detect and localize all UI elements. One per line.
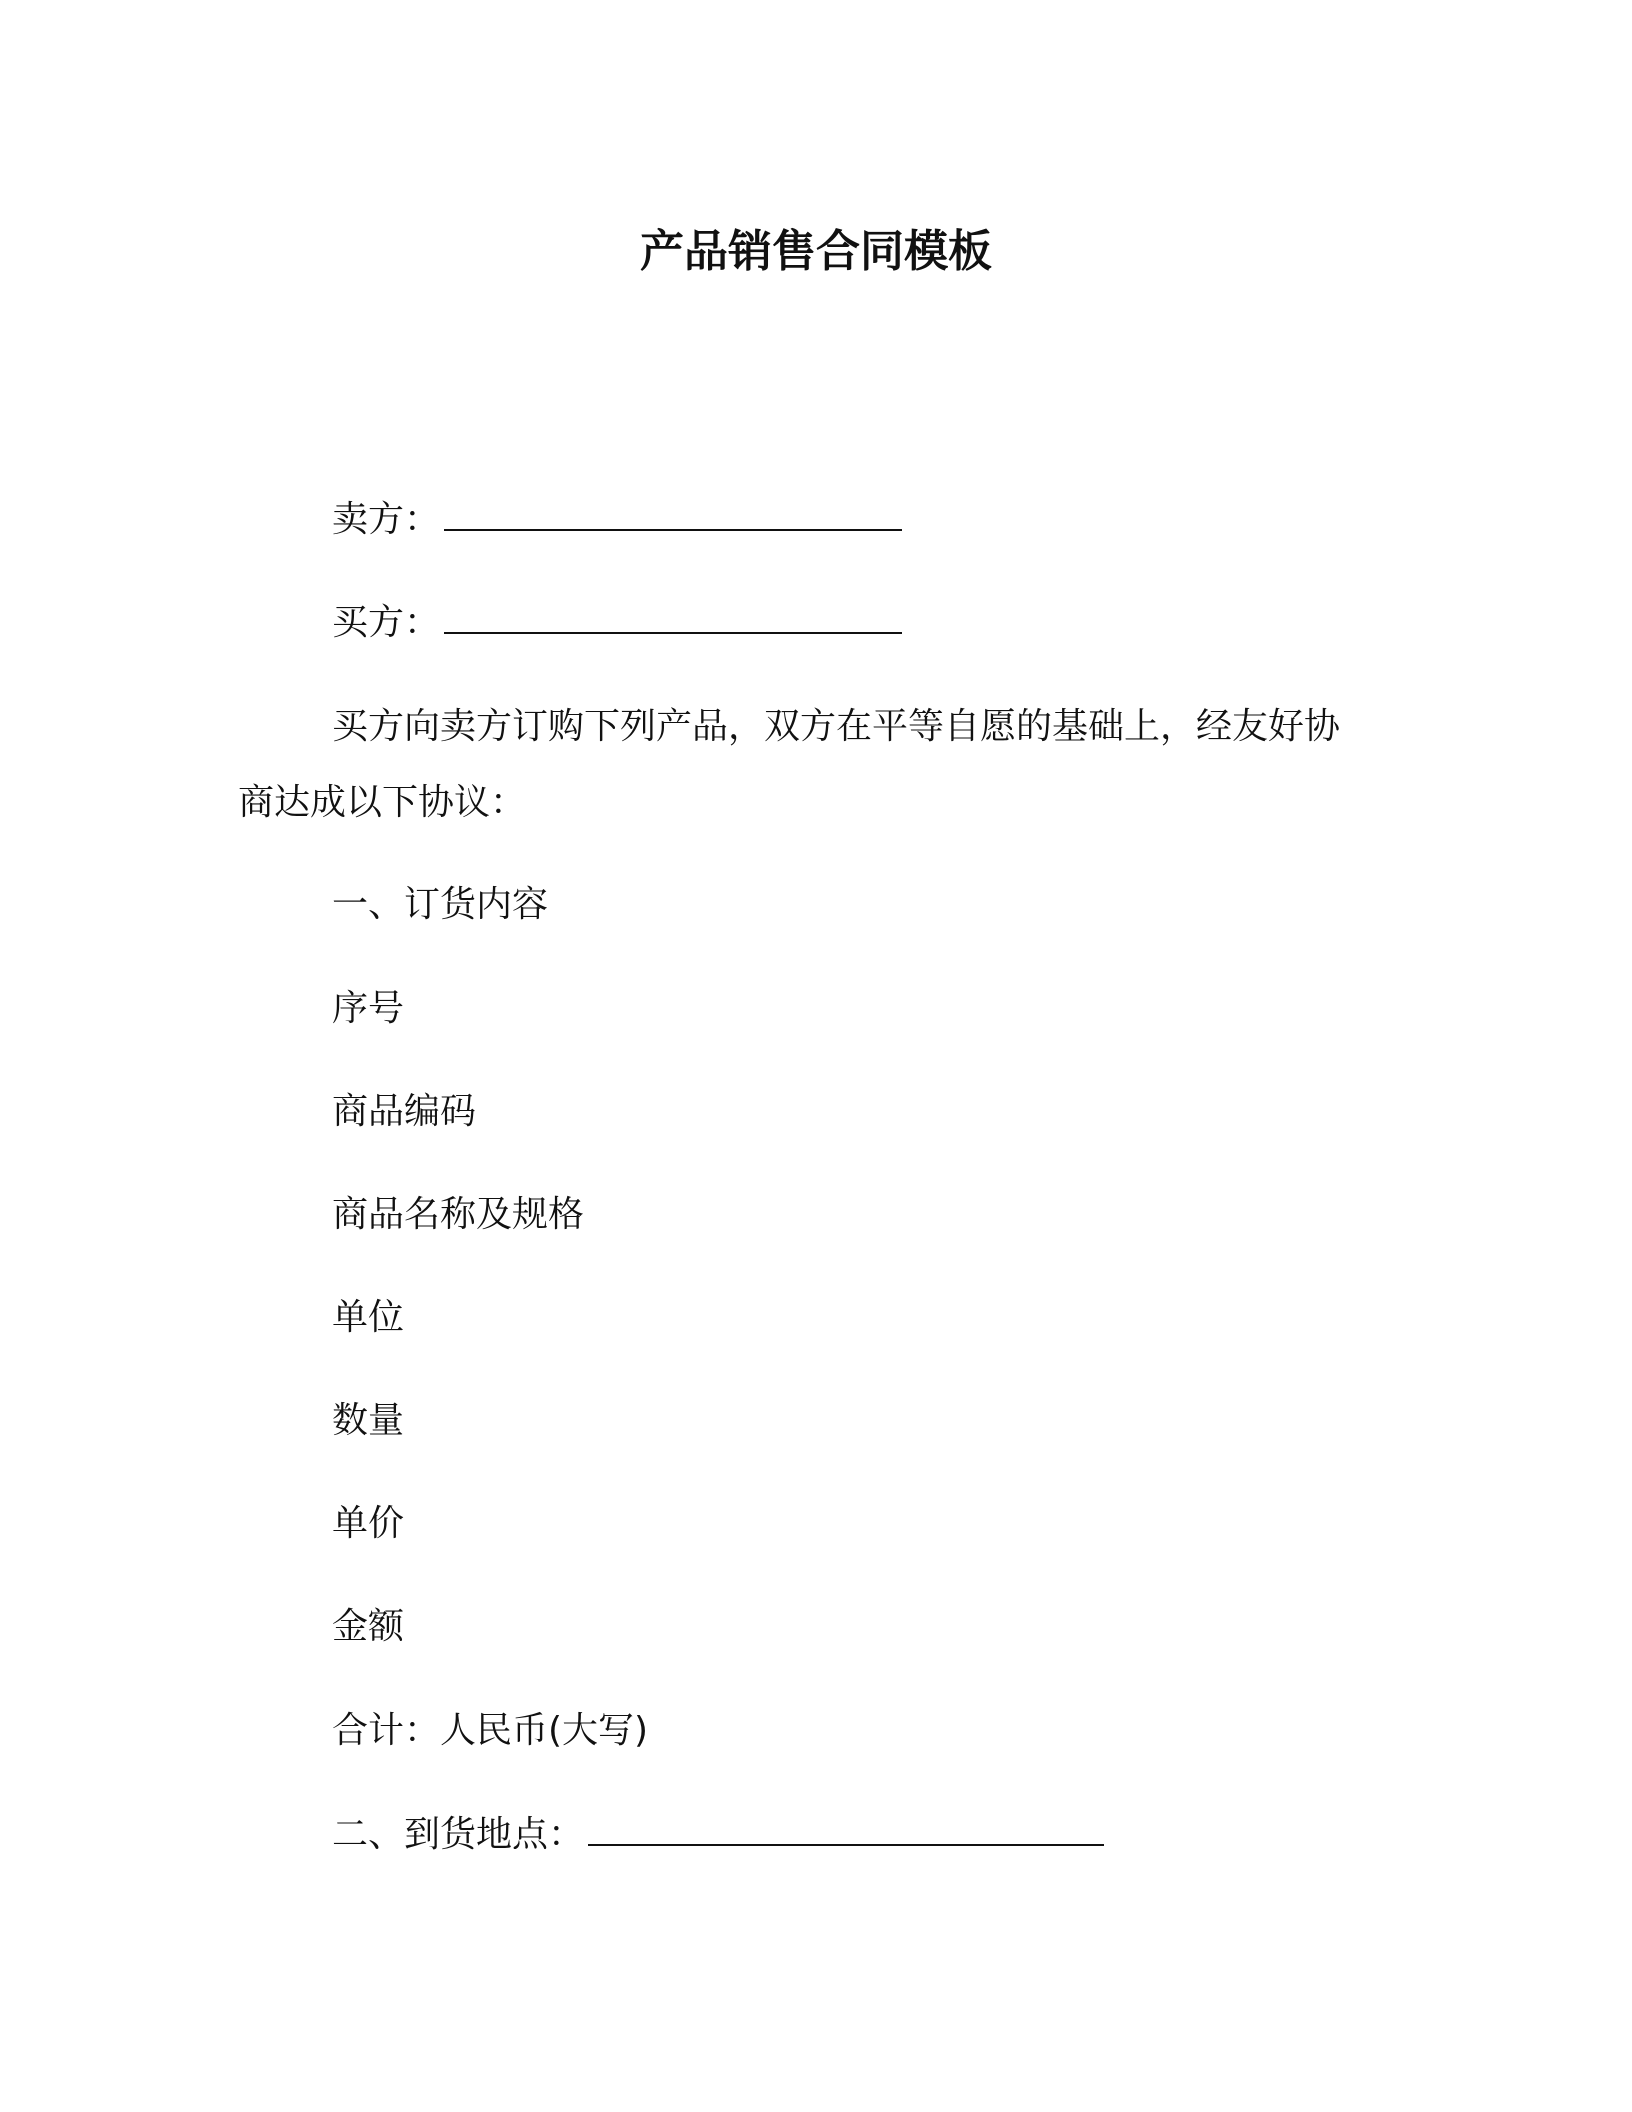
order-field: 商品编码 bbox=[332, 1091, 477, 1132]
document-title: 产品销售合同模板 bbox=[640, 226, 992, 277]
seller-line bbox=[332, 495, 902, 545]
intro-line-1: 买方向卖方订购下列产品，双方在平等自愿的基础上，经友好协 bbox=[332, 706, 1341, 747]
order-field: 单位 bbox=[332, 1297, 405, 1338]
order-field: 单价 bbox=[332, 1503, 405, 1544]
order-field: 商品名称及规格 bbox=[332, 1194, 585, 1235]
section1-heading: 一、订货内容 bbox=[332, 884, 549, 925]
order-field: 数量 bbox=[332, 1400, 405, 1441]
order-field: 序号 bbox=[332, 988, 405, 1029]
intro-line-2: 商达成以下协议： bbox=[238, 782, 527, 823]
order-field: 金额 bbox=[332, 1606, 405, 1647]
section2-label: 二、到货地点： bbox=[332, 1814, 585, 1855]
buyer-label: 买方： bbox=[332, 602, 441, 643]
delivery-address-blank bbox=[588, 1814, 1104, 1846]
seller-blank bbox=[444, 499, 902, 531]
section2-line bbox=[332, 1810, 1104, 1860]
seller-label: 卖方： bbox=[332, 499, 441, 540]
buyer-line bbox=[332, 598, 902, 648]
total-line: 合计：人民币(大写) bbox=[332, 1710, 649, 1751]
buyer-blank bbox=[444, 602, 902, 634]
